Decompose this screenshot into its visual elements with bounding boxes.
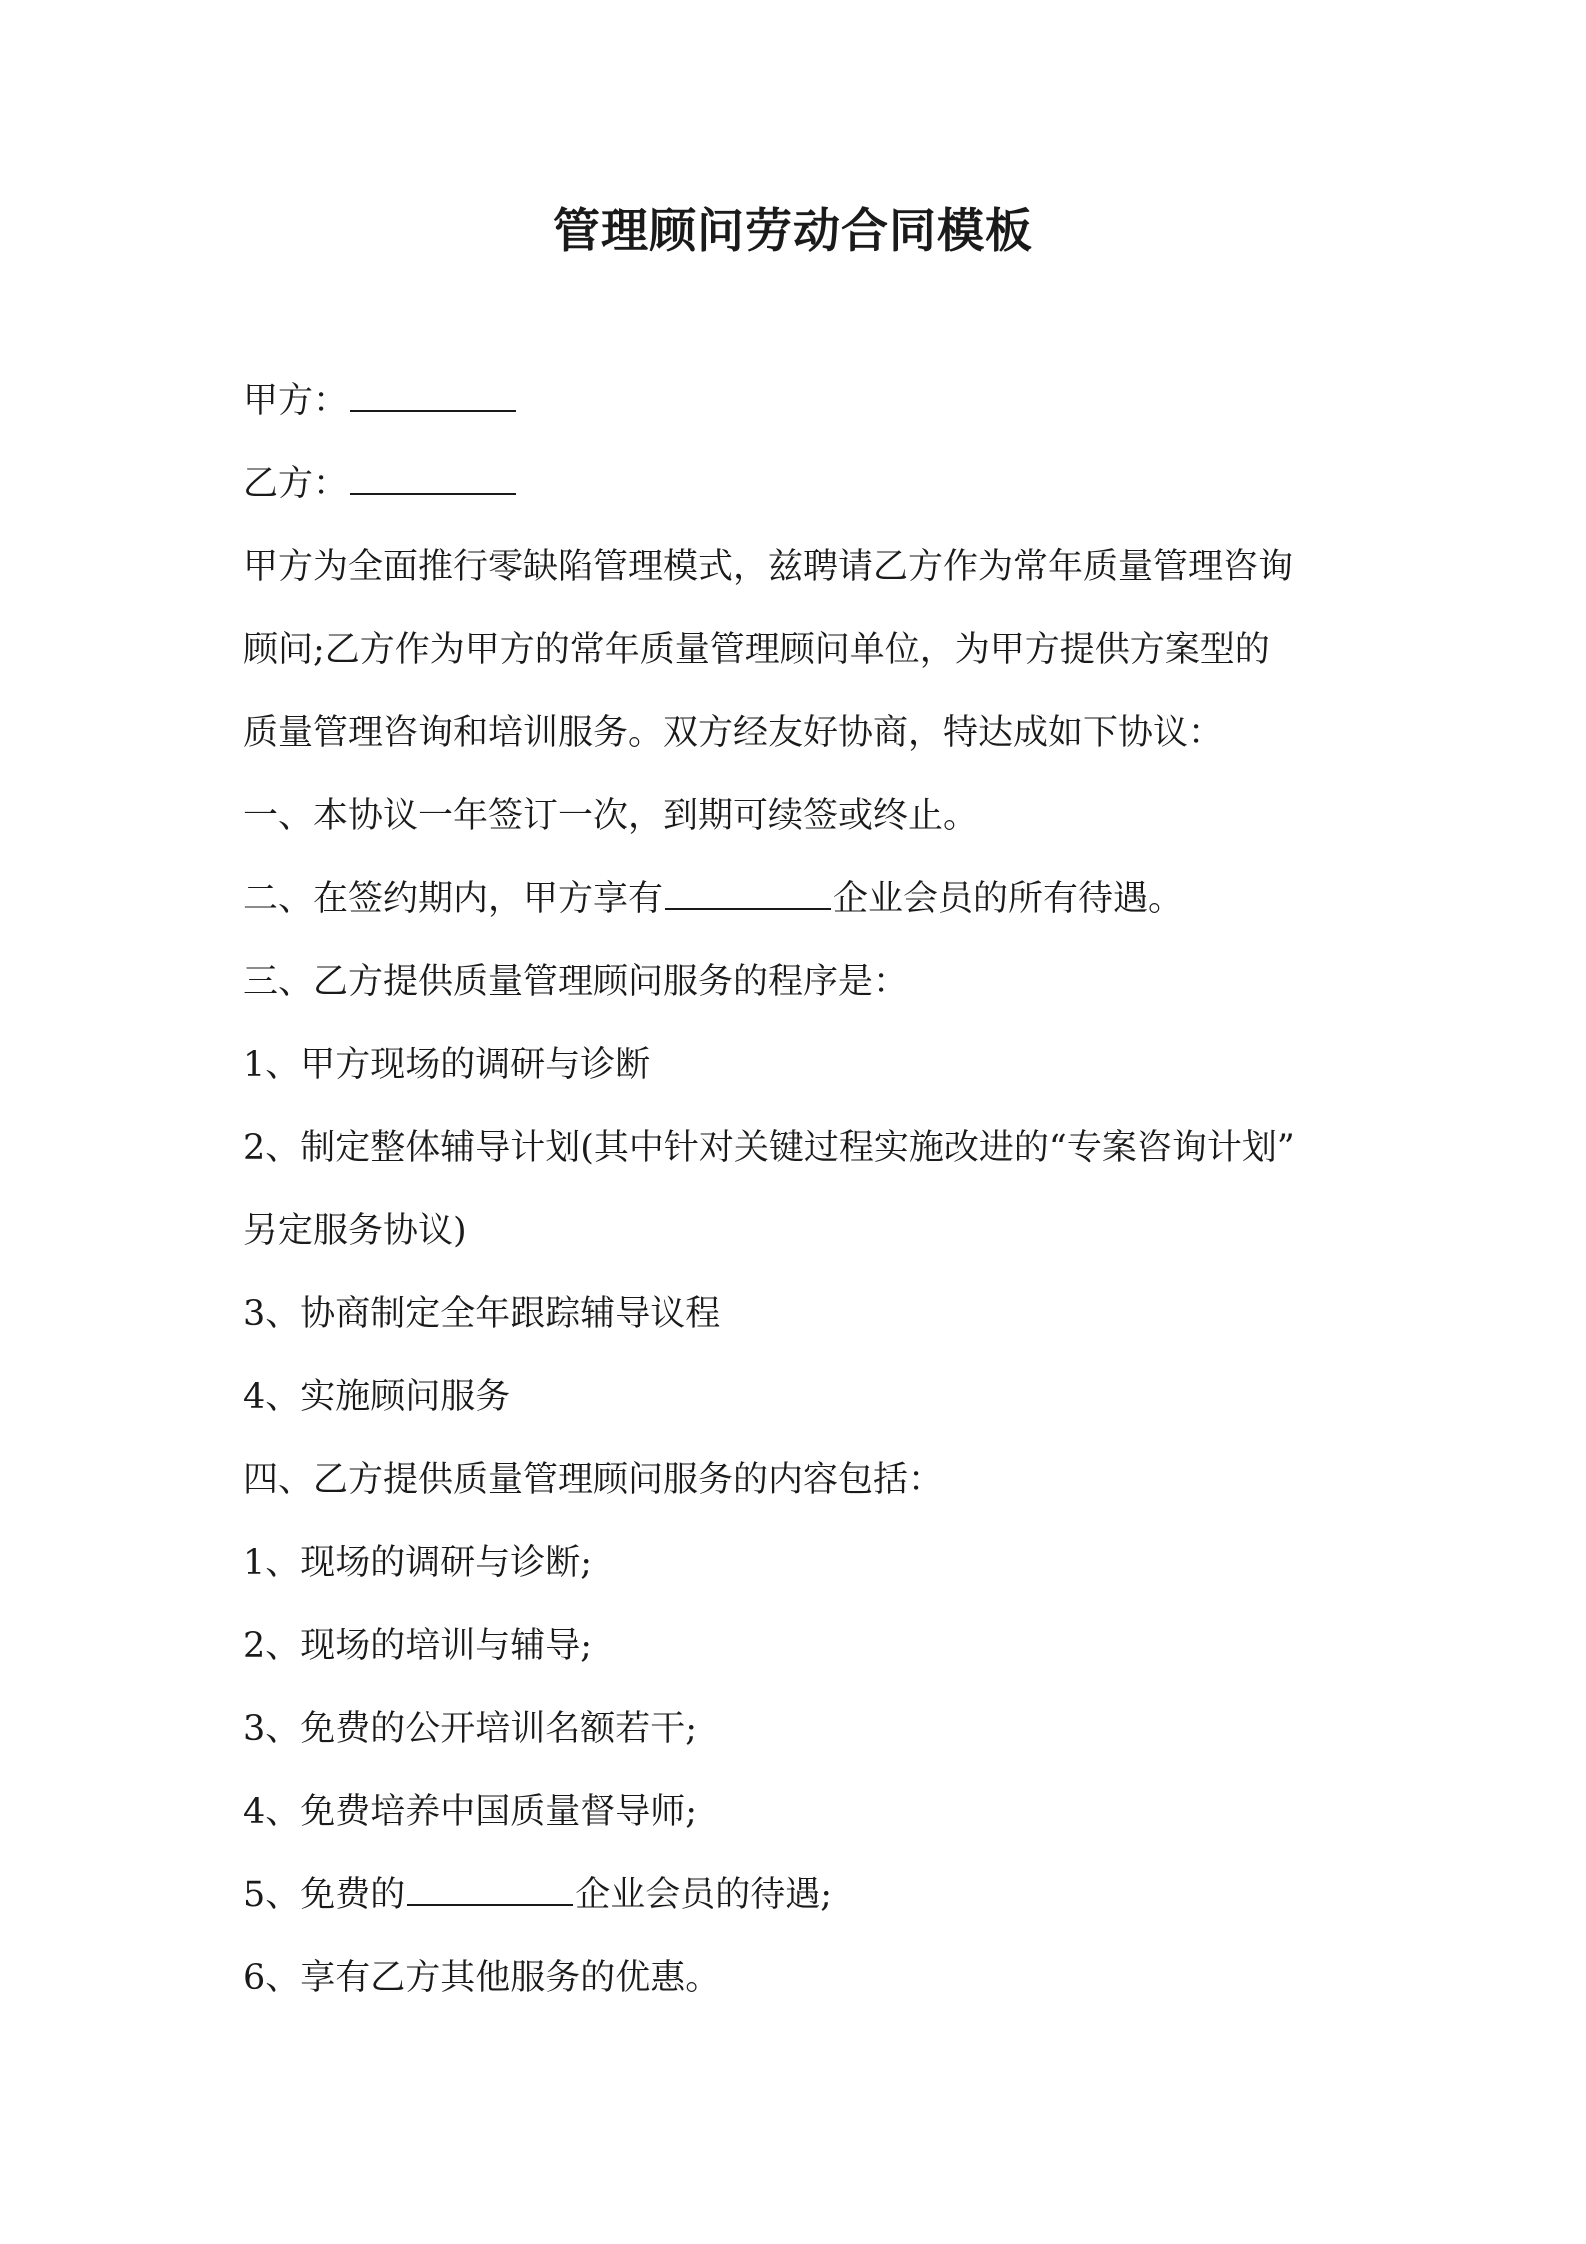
content-item: 1、现场的调研与诊断; (243, 1543, 593, 1583)
content-item: 2、现场的培训与辅导; (243, 1626, 593, 1666)
document-body (243, 371, 1383, 2031)
clause-3: 三、乙方提供质量管理顾问服务的程序是： (243, 962, 909, 1002)
content-item-text: 5、免费的 (243, 1875, 406, 1915)
party-b-line (243, 454, 1383, 537)
clause-2-text: 二、在签约期内，甲方享有 (243, 879, 664, 919)
membership-blank (665, 870, 831, 910)
intro-line: 顾问;乙方作为甲方的常年质量管理顾问单位，为甲方提供方案型的 (243, 630, 1270, 670)
content-item: 4、免费培养中国质量督导师; (243, 1792, 698, 1832)
intro-line: 甲方为全面推行零缺陷管理模式，兹聘请乙方作为常年质量管理咨询 (243, 547, 1294, 587)
procedure-item: 4、实施顾问服务 (243, 1377, 511, 1417)
party-b-label: 乙方： (243, 464, 349, 504)
party-a-label: 甲方： (243, 381, 349, 421)
procedure-item: 3、协商制定全年跟踪辅导议程 (243, 1294, 721, 1334)
intro-line: 质量管理咨询和培训服务。双方经友好协商，特达成如下协议： (243, 713, 1224, 753)
party-a-line (243, 371, 1383, 454)
membership-blank (407, 1866, 573, 1906)
clause-2 (243, 869, 1383, 952)
party-a-blank (350, 372, 516, 412)
procedure-item: 2、制定整体辅导计划(其中针对关键过程实施改进的“专案咨询计划” (243, 1128, 1295, 1168)
party-b-blank (350, 455, 516, 495)
content-item-5 (243, 1865, 1383, 1948)
procedure-item: 1、甲方现场的调研与诊断 (243, 1045, 651, 1085)
document-title: 管理顾问劳动合同模板 (553, 204, 1033, 259)
content-item: 3、免费的公开培训名额若干; (243, 1709, 698, 1749)
content-item-text: 企业会员的待遇; (575, 1875, 833, 1915)
clause-4: 四、乙方提供质量管理顾问服务的内容包括： (243, 1460, 944, 1500)
clause-2-text: 企业会员的所有待遇。 (833, 879, 1184, 919)
procedure-item: 另定服务协议) (243, 1211, 467, 1251)
clause-1: 一、本协议一年签订一次，到期可续签或终止。 (243, 796, 979, 836)
content-item-6: 6、享有乙方其他服务的优惠。 (243, 1958, 721, 1998)
